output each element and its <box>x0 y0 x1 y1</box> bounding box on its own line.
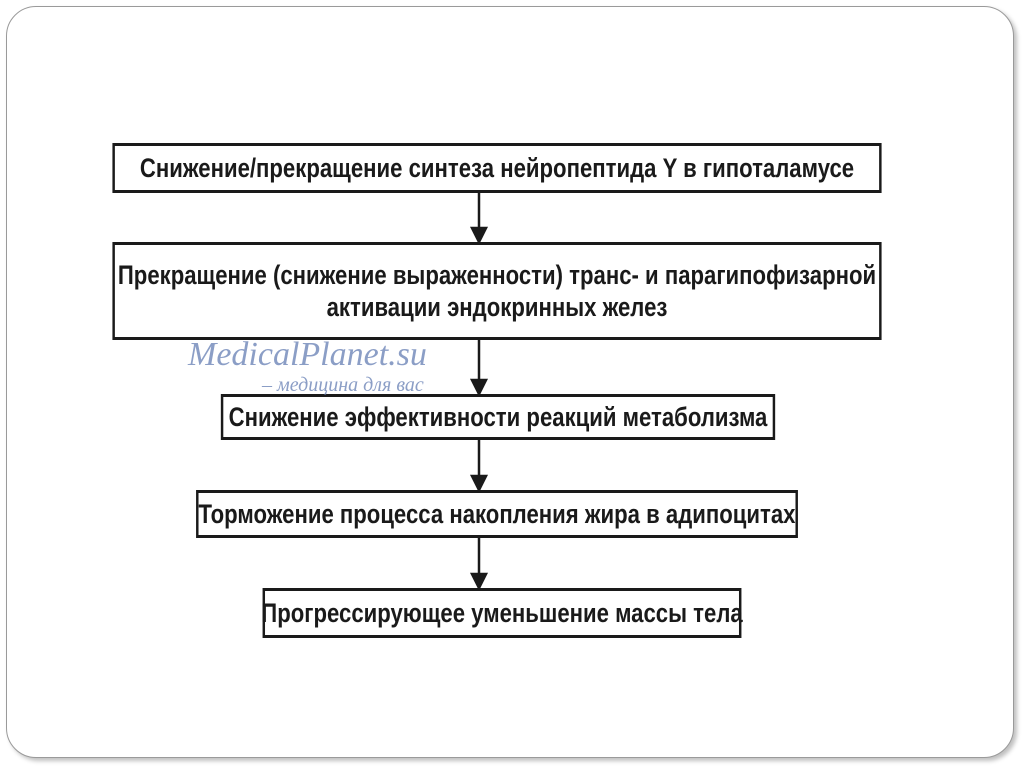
flow-step-2-text-line-2: активации эндокринных желез <box>326 292 668 322</box>
watermark-tagline: – медицина для вас <box>262 374 424 396</box>
slide-frame <box>6 6 1014 758</box>
flow-step-2 <box>112 242 881 340</box>
flow-step-1-text: Снижение/прекращение синтеза нейропептида Y в гипоталамусе <box>139 152 855 183</box>
flow-step-4 <box>196 490 798 538</box>
flow-step-5-text: Прогрессирующее уменьшение массы тела <box>261 597 743 628</box>
watermark-site: MedicalPlanet.su <box>188 336 427 373</box>
flow-step-4-text: Торможение процесса накопления жира в адипоцитах <box>198 498 796 529</box>
flow-step-2-text-line-1: Прекращение (снижение выраженности) транс- и парагипофизарной <box>117 259 877 290</box>
flow-step-3 <box>221 394 775 440</box>
flow-step-5 <box>263 588 742 638</box>
flow-step-3-text: Снижение эффективности реакций метаболизма <box>228 401 768 432</box>
flow-step-1 <box>112 143 881 193</box>
